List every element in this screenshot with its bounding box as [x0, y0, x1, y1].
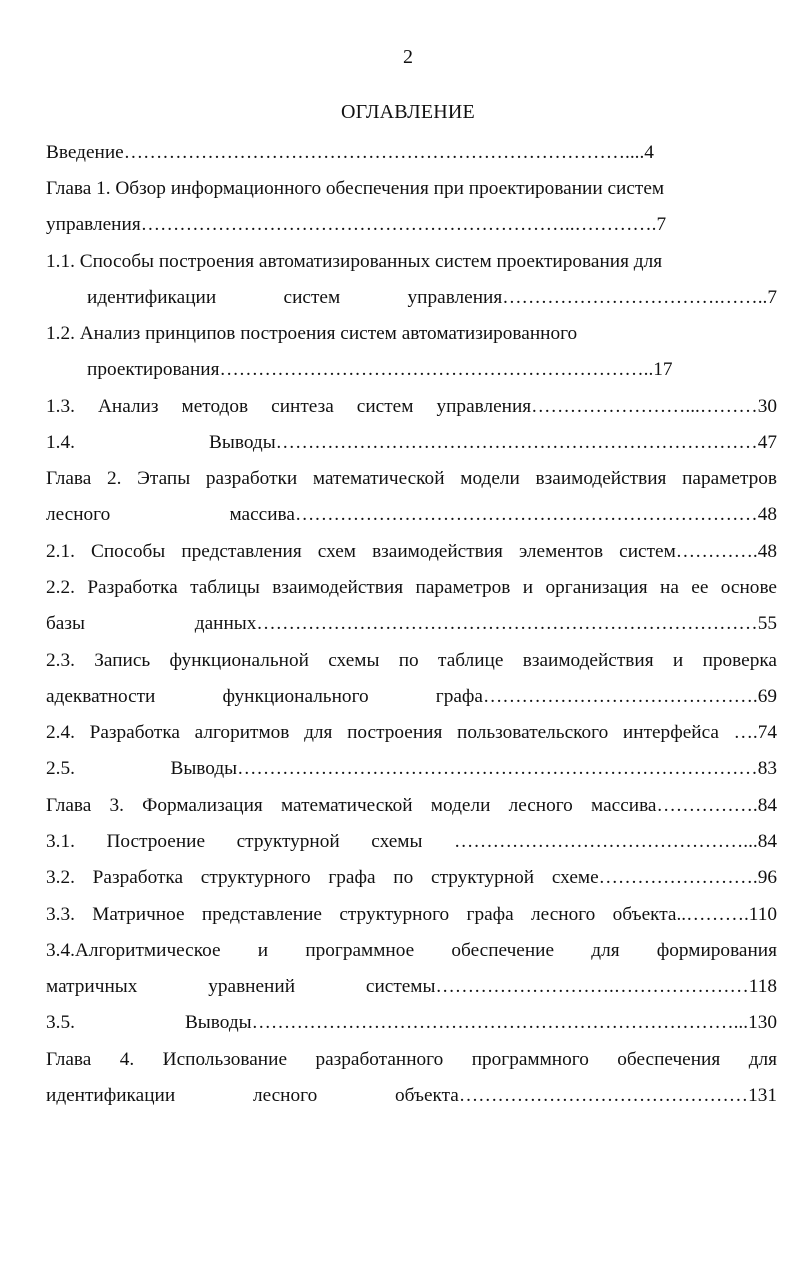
toc-line: Глава 2. Этапы разработки математической модели взаимодействия параметров: [46, 468, 777, 489]
toc-line: идентификации лесного объекта………………………………………131: [46, 1085, 777, 1106]
page-number: 2: [403, 46, 413, 68]
toc-line: 3.5. Выводы…………………………………………………………………...130: [46, 1012, 777, 1033]
toc-line: Глава 1. Обзор информационного обеспечения при проектировании систем: [46, 178, 665, 199]
toc-line: Глава 4. Использование разработанного программного обеспечения для: [46, 1049, 777, 1070]
toc-line: 1.3. Анализ методов синтеза систем управления……………………...………30: [46, 396, 777, 417]
toc-line: Введение……………………………………………………………………....4: [46, 142, 654, 163]
toc-line: 1.1. Способы построения автоматизированных систем проектирования для: [46, 251, 663, 272]
toc-line: 2.5. Выводы………………………………………………………………………83: [46, 758, 777, 779]
toc-line: лесного массива………………………………………………………………48: [46, 504, 777, 525]
toc-line: 3.2. Разработка структурного графа по структурной схеме…………………….96: [46, 867, 777, 888]
toc-line: 2.3. Запись функциональной схемы по таблице взаимодействия и проверка: [46, 650, 777, 671]
toc-line: базы данных……………………………………………………………………55: [46, 613, 777, 634]
toc-line: 3.4.Алгоритмическое и программное обеспечение для формирования: [46, 940, 777, 961]
toc-line: Глава 3. Формализация математической модели лесного массива…………….84: [46, 795, 777, 816]
toc-line: 2.4. Разработка алгоритмов для построения пользовательского интерфейса ….74: [46, 722, 777, 743]
toc-line: 3.1. Построение структурной схемы ………………………………………...84: [46, 831, 777, 852]
toc-line: управления…………………………………………………………..………….7: [46, 214, 667, 235]
toc-line: 2.1. Способы представления схем взаимодействия элементов систем………….48: [46, 541, 777, 562]
toc-line: 1.4. Выводы…………………………………………………………………47: [46, 432, 777, 453]
toc-line: адекватности функционального графа…………………………………….69: [46, 686, 777, 707]
toc-line: 1.2. Анализ принципов построения систем автоматизированного: [46, 323, 578, 344]
toc-line: 3.3. Матричное представление структурного графа лесного объекта..……….110: [46, 904, 777, 925]
toc-line: идентификации систем управления…………………………….……..7: [87, 287, 777, 308]
toc-line: 2.2. Разработка таблицы взаимодействия параметров и организация на ее основе: [46, 577, 777, 598]
toc-title: ОГЛАВЛЕНИЕ: [341, 101, 475, 123]
toc-line: проектирования…………………………………………………………..17: [87, 359, 673, 380]
toc-line: матричных уравнений системы……………………….…………………118: [46, 976, 777, 997]
